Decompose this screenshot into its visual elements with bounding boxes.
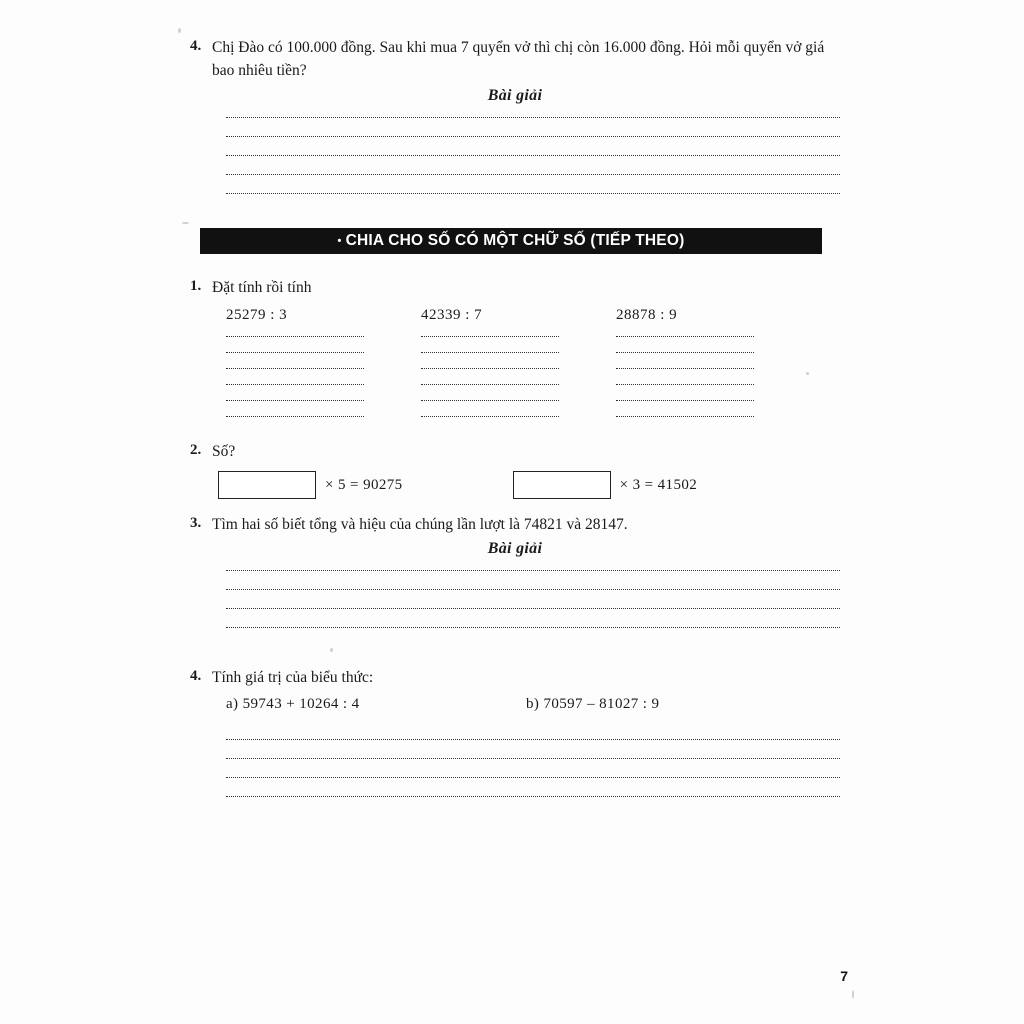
exercise-4-top-text: Chị Đào có 100.000 đồng. Sau khi mua 7 quyển vở thì chị còn 16.000 đồng. Hỏi mỗi quyển vở giá bao nhiêu tiền? xyxy=(212,39,825,80)
answer-line[interactable] xyxy=(421,368,559,369)
answer-line[interactable] xyxy=(226,384,364,385)
answer-line[interactable] xyxy=(226,336,364,337)
answer-line[interactable] xyxy=(226,589,840,590)
exercise-3-text: Tìm hai số biết tổng và hiệu của chúng lần lượt là 74821 và 28147. xyxy=(212,516,628,533)
answer-line[interactable] xyxy=(421,336,559,337)
exercise-2-text: Số? xyxy=(212,442,236,460)
exercise-2-number: 2. xyxy=(190,441,202,458)
answer-line[interactable] xyxy=(226,608,840,609)
exercise-3 xyxy=(190,513,840,536)
exercise-1-columns xyxy=(226,307,840,432)
exercise-4-part-a: a) 59743 + 10264 : 4 xyxy=(226,695,360,712)
answer-line[interactable] xyxy=(616,384,754,385)
answer-line[interactable] xyxy=(616,352,754,353)
answer-line[interactable] xyxy=(421,384,559,385)
exercise-4-bottom-parts xyxy=(226,696,840,713)
exercise-4-bottom xyxy=(190,666,840,689)
answer-box-2[interactable] xyxy=(513,471,611,499)
exercise-2-equations xyxy=(218,471,840,499)
section-banner xyxy=(200,228,822,254)
answer-line[interactable] xyxy=(616,336,754,337)
answer-line[interactable] xyxy=(616,368,754,369)
section-banner-title: CHIA CHO SỐ CÓ MỘT CHỮ SỐ (TIẾP THEO) xyxy=(345,231,685,249)
answer-line[interactable] xyxy=(226,136,840,137)
answer-line[interactable] xyxy=(226,352,364,353)
exercise-1-number: 1. xyxy=(190,277,202,294)
equation-2-text: × 3 = 41502 xyxy=(619,476,698,493)
exercise-4-bottom-answer-area[interactable] xyxy=(226,739,840,797)
answer-line[interactable] xyxy=(226,570,840,571)
exercise-1-column-2 xyxy=(421,307,616,432)
exercise-4-part-b: b) 70597 – 81027 : 9 xyxy=(526,695,660,712)
worksheet-content xyxy=(190,36,840,815)
answer-line[interactable] xyxy=(226,758,840,759)
scan-speck xyxy=(852,990,854,999)
page-number: 7 xyxy=(840,968,848,984)
answer-line[interactable] xyxy=(226,627,840,628)
answer-line[interactable] xyxy=(226,117,840,118)
answer-line[interactable] xyxy=(226,739,840,740)
expression: 25279 : 3 xyxy=(226,306,288,323)
exercise-1 xyxy=(190,276,840,299)
answer-line[interactable] xyxy=(226,174,840,175)
exercise-1-column-3 xyxy=(616,307,811,432)
answer-line[interactable] xyxy=(226,368,364,369)
exercise-1-text: Đặt tính rồi tính xyxy=(212,278,312,296)
answer-line[interactable] xyxy=(421,400,559,401)
exercise-3-answer-area[interactable] xyxy=(226,570,840,628)
answer-line[interactable] xyxy=(226,400,364,401)
answer-line[interactable] xyxy=(616,400,754,401)
exercise-4-bottom-text: Tính giá trị của biểu thức: xyxy=(212,669,374,687)
answer-line[interactable] xyxy=(421,416,559,417)
scan-speck xyxy=(178,28,181,33)
exercise-3-solution-label: Bài giải xyxy=(487,540,543,558)
answer-line[interactable] xyxy=(421,352,559,353)
answer-line[interactable] xyxy=(226,193,840,194)
exercise-3-number: 3. xyxy=(190,515,202,531)
exercise-4-top xyxy=(190,36,840,83)
exercise-4-bottom-number: 4. xyxy=(190,668,202,685)
equation-1-text: × 5 = 90275 xyxy=(325,476,403,493)
answer-line[interactable] xyxy=(616,416,754,417)
answer-line[interactable] xyxy=(226,777,840,778)
exercise-4-top-number: 4. xyxy=(190,38,202,54)
answer-line[interactable] xyxy=(226,416,364,417)
answer-line[interactable] xyxy=(226,155,840,156)
bullet-icon: • xyxy=(337,234,342,247)
exercise-1-column-1 xyxy=(226,307,421,432)
expression: 28878 : 9 xyxy=(616,306,678,323)
answer-line[interactable] xyxy=(226,796,840,797)
expression: 42339 : 7 xyxy=(421,306,483,323)
scan-speck xyxy=(182,222,189,224)
exercise-4-top-answer-area[interactable] xyxy=(226,117,840,194)
exercise-4-top-solution-label: Bài giải xyxy=(487,86,543,104)
answer-box-1[interactable] xyxy=(218,471,316,499)
exercise-2 xyxy=(190,440,840,463)
